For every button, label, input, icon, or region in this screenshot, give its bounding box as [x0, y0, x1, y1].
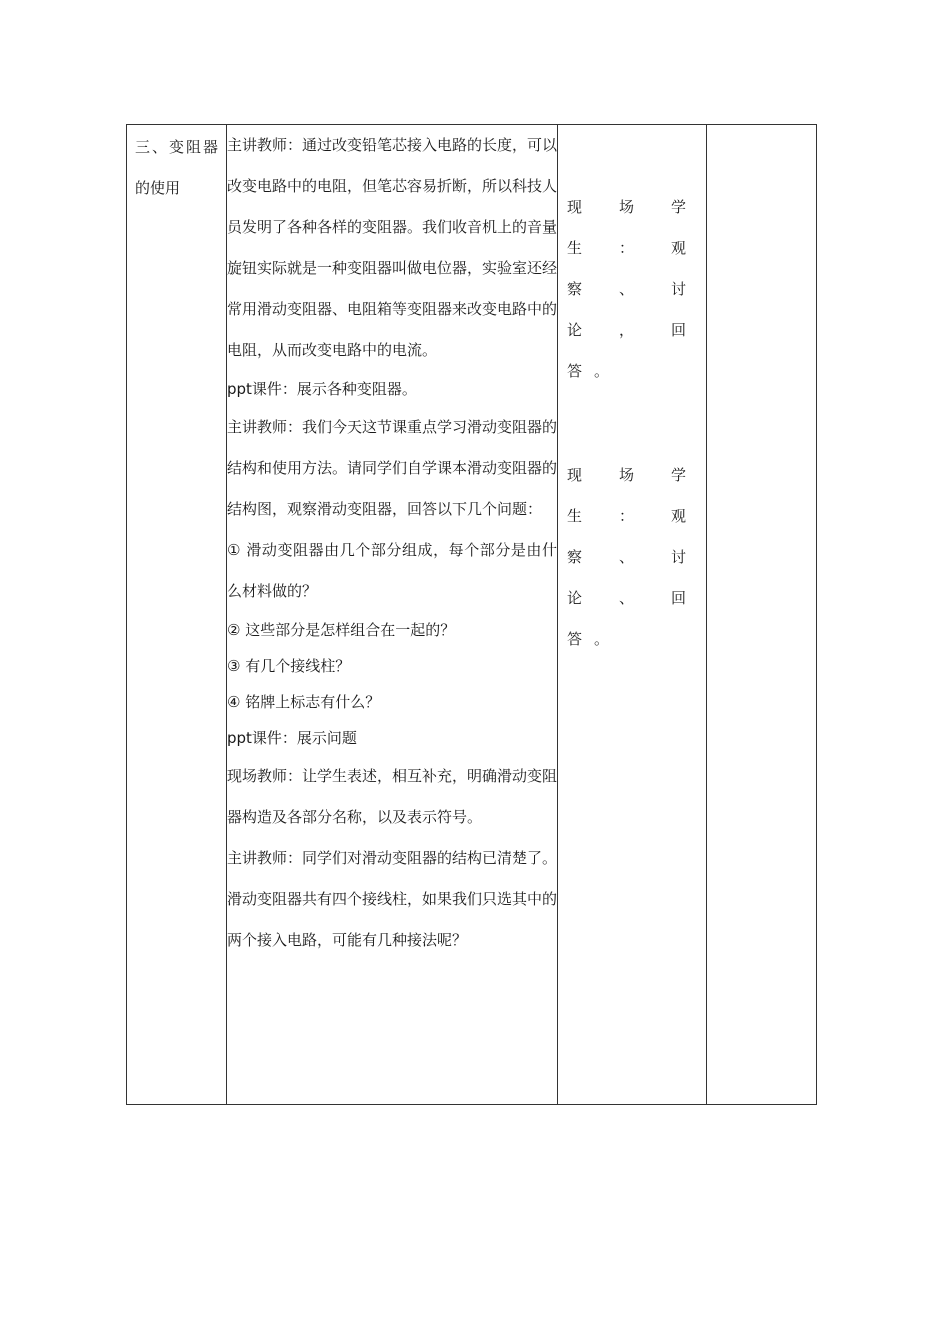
question-2: ② 这些部分是怎样组合在一起的？	[227, 621, 456, 639]
stage-title: 三、变阻器的使用	[135, 138, 218, 197]
teacher-paragraph-ppt-2: ppt课件：展示问题	[227, 729, 357, 747]
teacher-paragraph-ppt-1: ppt课件：展示各种变阻器。	[227, 380, 417, 398]
teacher-paragraph-intro: 主讲教师：通过改变铅笔芯接入电路的长度，可以改变电路中的电阻，但笔芯容易折断，所以科技人员发明了各种各样的变阻器。我们收音机上的音量旋钮实际就是一种变阻器叫做电位器，实验室还经常用滑动变阻器、电阻箱等变阻器来改变电路中的电阻，从而改变电路中的电流。	[227, 136, 558, 359]
teacher-paragraph-wiring: 主讲教师：同学们对滑动变阻器的结构已清楚了。滑动变阻器共有四个接线柱，如果我们只选其中的两个接入电路，可能有几种接法呢？	[227, 849, 558, 949]
student-activity-cell	[558, 125, 707, 1105]
table-row	[127, 125, 817, 1105]
teacher-paragraph-task: 主讲教师：我们今天这节课重点学习滑动变阻器的结构和使用方法。请同学们自学课本滑动变阻器的结构图，观察滑动变阻器，回答以下几个问题：	[227, 418, 558, 518]
question-4: ④ 铭牌上标志有什么？	[227, 693, 381, 711]
student-note-1: 现场学生：观察、讨论，回答。	[567, 198, 698, 380]
student-note-2: 现场学生：观察、讨论、回答。	[567, 466, 698, 648]
question-3: ③ 有几个接线柱？	[227, 657, 351, 675]
stage-cell	[127, 125, 227, 1105]
lesson-plan-table	[126, 124, 817, 1105]
question-1: ① 滑动变阻器由几个部分组成，每个部分是由什么材料做的？	[227, 541, 557, 600]
notes-cell	[707, 125, 817, 1105]
teacher-paragraph-onsite: 现场教师：让学生表述，相互补充，明确滑动变阻器构造及各部分名称，以及表示符号。	[227, 767, 558, 826]
teacher-activity-cell	[227, 125, 558, 1105]
